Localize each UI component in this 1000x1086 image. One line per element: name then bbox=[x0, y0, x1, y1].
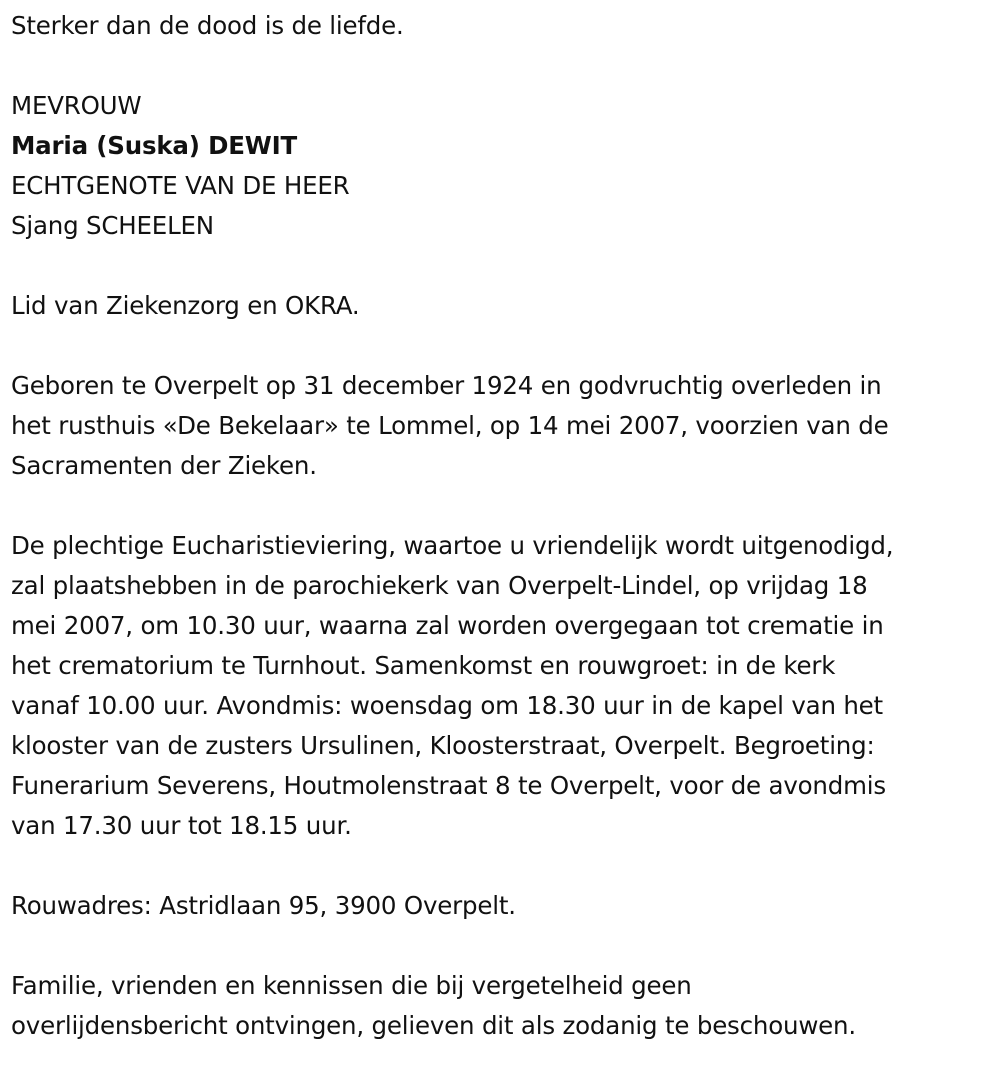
paragraph-line: De plechtige Eucharistieviering, waartoe u vriendelijk wordt uitgenodigd, bbox=[11, 531, 894, 560]
spacer bbox=[11, 926, 1000, 966]
paragraph-line: Funerarium Severens, Houtmolenstraat 8 te Overpelt, voor de avondmis bbox=[11, 771, 886, 800]
paragraph-line: het crematorium te Turnhout. Samenkomst en rouwgroet: in de kerk bbox=[11, 651, 836, 680]
paragraph-line: van 17.30 uur tot 18.15 uur. bbox=[11, 811, 352, 840]
spacer bbox=[11, 46, 1000, 86]
spacer bbox=[11, 246, 1000, 286]
birth-death-paragraph bbox=[11, 366, 996, 486]
paragraph-line: vanaf 10.00 uur. Avondmis: woensdag om 18.30 uur in de kapel van het bbox=[11, 691, 883, 720]
mourning-address: Rouwadres: Astridlaan 95, 3900 Overpelt. bbox=[11, 891, 516, 920]
paragraph-line: overlijdensbericht ontvingen, gelieven dit als zodanig te beschouwen. bbox=[11, 1011, 856, 1040]
paragraph-line: mei 2007, om 10.30 uur, waarna zal worden overgegaan tot crematie in bbox=[11, 611, 884, 640]
relation: ECHTGENOTE VAN DE HEER bbox=[11, 171, 350, 200]
spacer bbox=[11, 846, 1000, 886]
paragraph-line: Sacramenten der Zieken. bbox=[11, 451, 317, 480]
paragraph-line: Familie, vrienden en kennissen die bij vergetelheid geen bbox=[11, 971, 692, 1000]
spacer bbox=[11, 486, 1000, 526]
title-prefix: MEVROUW bbox=[11, 91, 142, 120]
paragraph-line: Geboren te Overpelt op 31 december 1924 en godvruchtig overleden in bbox=[11, 371, 882, 400]
spacer bbox=[11, 326, 1000, 366]
ceremony-paragraph bbox=[11, 526, 996, 846]
motto: Sterker dan de dood is de liefde. bbox=[11, 11, 404, 40]
paragraph-line: zal plaatshebben in de parochiekerk van Overpelt-Lindel, op vrijdag 18 bbox=[11, 571, 868, 600]
spouse-name: Sjang SCHEELEN bbox=[11, 211, 214, 240]
membership: Lid van Ziekenzorg en OKRA. bbox=[11, 291, 360, 320]
closing-paragraph bbox=[11, 966, 996, 1046]
deceased-name: Maria (Suska) DEWIT bbox=[11, 131, 298, 160]
paragraph-line: klooster van de zusters Ursulinen, Kloosterstraat, Overpelt. Begroeting: bbox=[11, 731, 875, 760]
paragraph-line: het rusthuis «De Bekelaar» te Lommel, op 14 mei 2007, voorzien van de bbox=[11, 411, 889, 440]
